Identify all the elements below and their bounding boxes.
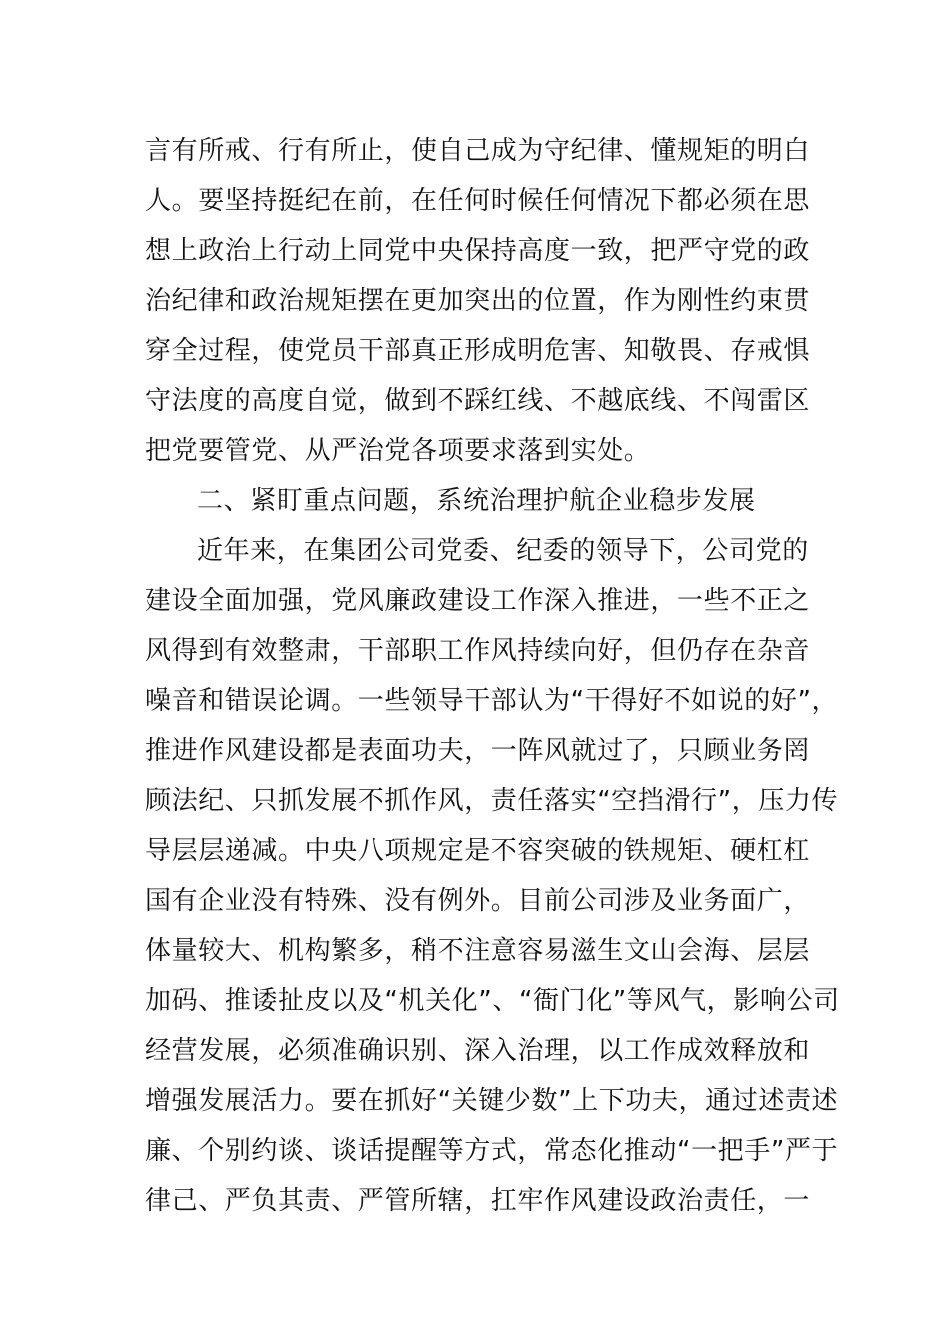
paragraph-line: 顾法纪、只抓发展不抓作风，责任落实“空挡滑行”，压力传	[145, 786, 839, 816]
section-heading: 二、紧盯重点问题，系统治理护航企业稳步发展	[197, 486, 756, 516]
paragraph-line: 律己、严负其责、严管所辖，扛牢作风建设政治责任，一	[145, 1186, 811, 1216]
paragraph-line: 建设全面加强，党风廉政建设工作深入推进，一些不正之	[145, 586, 811, 616]
paragraph-line: 廉、个别约谈、谈话提醒等方式，常态化推动“一把手”严于	[145, 1136, 839, 1166]
paragraph-line: 想上政治上行动上同党中央保持高度一致，把严守党的政	[145, 236, 811, 266]
paragraph-line: 加码、推诿扯皮以及“机关化”、“衙门化”等风气，影响公司	[145, 986, 840, 1016]
paragraph-line: 噪音和错误论调。一些领导干部认为“干得好不如说的好”，	[145, 686, 839, 716]
paragraph-line: 治纪律和政治规矩摆在更加突出的位置，作为刚性约束贯	[145, 286, 811, 316]
paragraph-line: 体量较大、机构繁多，稍不注意容易滋生文山会海、层层	[145, 936, 811, 966]
paragraph-line: 风得到有效整肃，干部职工作风持续向好，但仍存在杂音	[145, 636, 811, 666]
paragraph-line: 增强发展活力。要在抓好“关键少数”上下功夫，通过述责述	[145, 1086, 839, 1116]
paragraph-line: 导层层递减。中央八项规定是不容突破的铁规矩、硬杠杠	[145, 836, 811, 866]
paragraph-line: 穿全过程，使党员干部真正形成明危害、知敬畏、存戒惧	[145, 336, 811, 366]
paragraph-line: 近年来，在集团公司党委、纪委的领导下，公司党的	[197, 536, 809, 566]
paragraph-line: 守法度的高度自觉，做到不踩红线、不越底线、不闯雷区	[145, 386, 811, 416]
paragraph-line: 经营发展，必须准确识别、深入治理，以工作成效释放和	[145, 1036, 811, 1066]
paragraph-line: 推进作风建设都是表面功夫，一阵风就过了，只顾业务罔	[145, 736, 811, 766]
paragraph-line: 国有企业没有特殊、没有例外。目前公司涉及业务面广，	[145, 886, 811, 916]
paragraph-line: 言有所戒、行有所止，使自己成为守纪律、懂规矩的明白	[145, 136, 811, 166]
paragraph-line: 人。要坚持挺纪在前，在任何时候任何情况下都必须在思	[145, 186, 811, 216]
paragraph-line: 把党要管党、从严治党各项要求落到实处。	[145, 436, 651, 466]
